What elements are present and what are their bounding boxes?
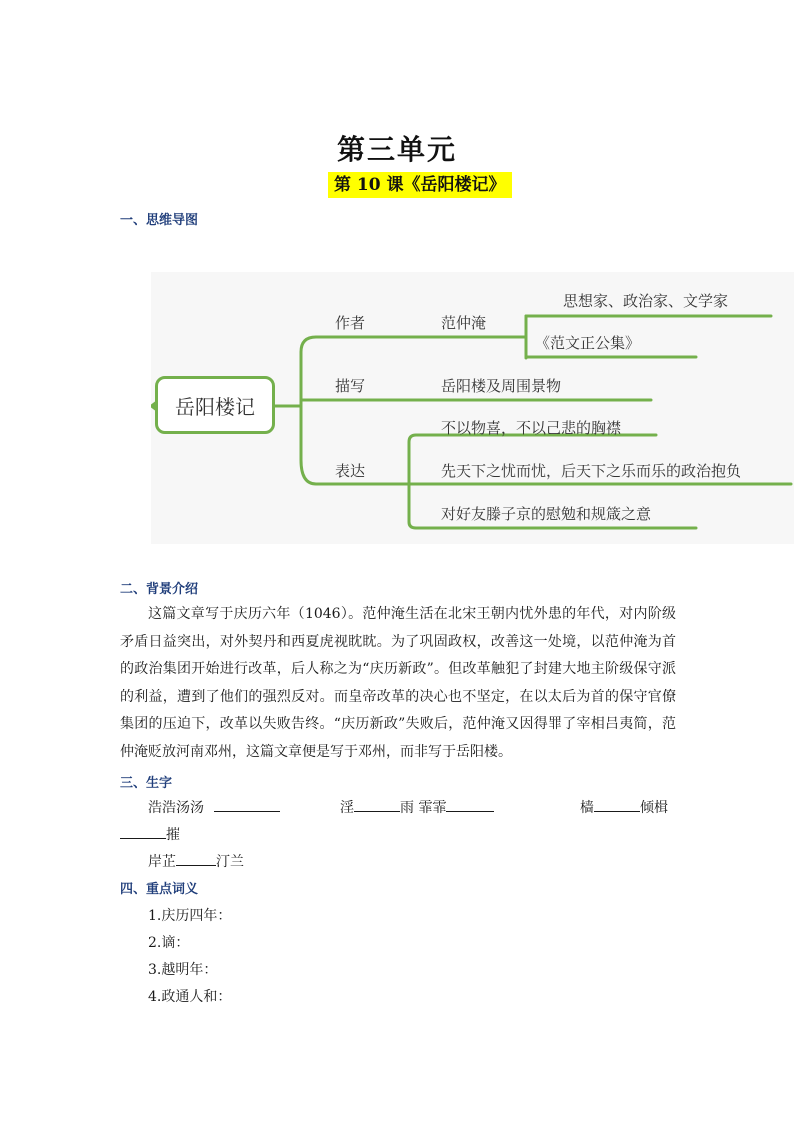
answer-blank[interactable] bbox=[594, 797, 640, 812]
background-text: 这篇文章写于庆历六年（1046）。范仲淹生活在北宋王朝内忧外患的年代，对内阶级矛盾日益突出，对外契丹和西夏虎视眈眈。为了巩固政权，改善这一处境，以范仲淹为首的政治集团开始进行改革，后人称之为“庆历新政”。但改革触犯了封建大地主阶级保守派的利益，遭到了他们的强烈反对。而皇帝改革的决心也不坚定，在以太后为首的保守官僚集团的压迫下，改革以失败告终。“庆历新政”失败后，范仲淹又因得罪了宰相吕夷简，范仲淹贬放河南邓州，这篇文章便是写于邓州，而非写于岳阳楼。 bbox=[120, 606, 676, 760]
character-word: 岸芷 bbox=[148, 854, 176, 870]
character-word: 倾楫 bbox=[640, 800, 668, 816]
character-line-4 bbox=[120, 824, 180, 844]
mind-map-branch-label: 描写 bbox=[335, 377, 366, 395]
vocab-item: 3.越明年： bbox=[148, 962, 218, 978]
section-heading-background: 二、背景介绍 bbox=[120, 582, 199, 597]
mind-map-branch-label: 表达 bbox=[335, 462, 366, 480]
mind-map-leaf: 不以物喜，不以己悲的胸襟 bbox=[441, 419, 622, 437]
mind-map-branch-label: 作者 bbox=[335, 314, 366, 332]
character-word: 樯 bbox=[580, 800, 594, 816]
character-word: 摧 bbox=[166, 827, 180, 843]
answer-blank[interactable] bbox=[354, 797, 400, 812]
answer-blank[interactable] bbox=[120, 824, 166, 839]
vocab-item: 4.政通人和： bbox=[148, 989, 232, 1005]
vocab-item: 1.庆历四年： bbox=[148, 908, 232, 924]
character-line-1 bbox=[148, 797, 280, 817]
character-word: 雨 霏霏 bbox=[400, 800, 447, 816]
mind-map-node: 岳阳楼及周围景物 bbox=[441, 377, 562, 395]
mind-map-root: 岳阳楼记 bbox=[155, 376, 275, 434]
character-word: 淫 bbox=[340, 800, 354, 816]
mind-map-leaf: 思想家、政治家、文学家 bbox=[563, 292, 729, 310]
character-line-2 bbox=[340, 797, 494, 817]
answer-blank[interactable] bbox=[214, 797, 280, 812]
section-heading-mindmap: 一、思维导图 bbox=[120, 213, 199, 228]
answer-blank[interactable] bbox=[446, 797, 494, 812]
unit-title: 第三单元 bbox=[336, 133, 457, 166]
mind-map-leaf: 对好友滕子京的慰勉和规箴之意 bbox=[441, 505, 652, 523]
mind-map-leaf: 《范文正公集》 bbox=[535, 334, 641, 352]
character-word: 汀兰 bbox=[216, 854, 244, 870]
vocab-item: 2.谪： bbox=[148, 935, 190, 951]
mind-map-leaf: 先天下之忧而忧，后天下之乐而乐的政治抱负 bbox=[441, 462, 742, 480]
character-word: 浩浩汤汤 bbox=[148, 800, 204, 816]
section-heading-vocab: 四、重点词义 bbox=[120, 882, 199, 897]
background-paragraph bbox=[120, 601, 676, 766]
section-heading-characters: 三、生字 bbox=[120, 776, 173, 791]
lesson-title: 第 10 课《岳阳楼记》 bbox=[328, 172, 512, 198]
character-line-5 bbox=[148, 851, 244, 871]
answer-blank[interactable] bbox=[176, 851, 216, 866]
mind-map bbox=[151, 272, 794, 544]
mind-map-node: 范仲淹 bbox=[441, 314, 487, 332]
character-line-3 bbox=[580, 797, 668, 817]
